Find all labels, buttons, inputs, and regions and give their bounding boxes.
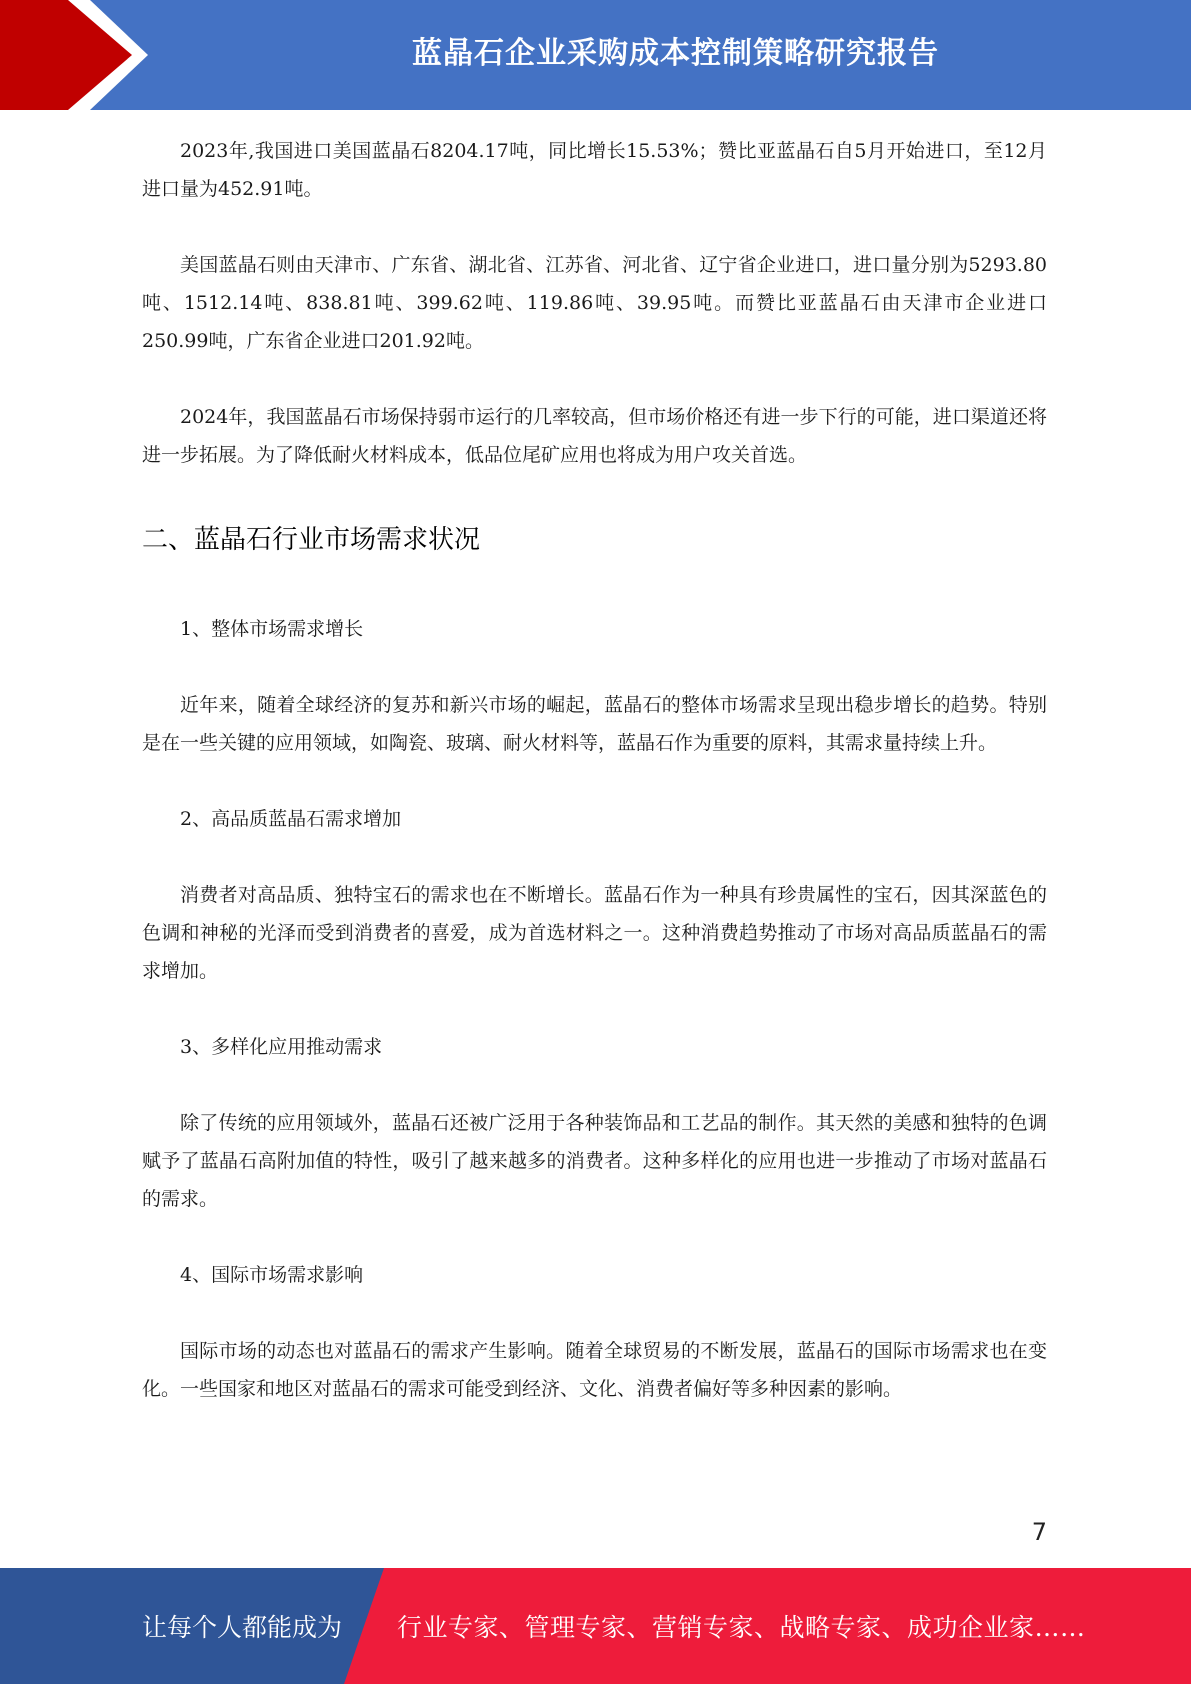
page-number: 7 — [1031, 1518, 1047, 1546]
section-heading: 二、蓝晶石行业市场需求状况 — [142, 525, 481, 555]
paragraph: 国际市场的动态也对蓝晶石的需求产生影响。随着全球贸易的不断发展，蓝晶石的国际市场需求也在变化。一些国家和地区对蓝晶石的需求可能受到经济、文化、消费者偏好等多种因素的影响。 — [142, 1340, 1047, 1400]
page-header — [0, 0, 1191, 110]
page-content — [142, 132, 1047, 1408]
subsection-title: 1、整体市场需求增长 — [180, 618, 364, 640]
report-title: 蓝晶石企业采购成本控制策略研究报告 — [412, 36, 939, 71]
footer-slogan-left: 让每个人都能成为 — [142, 1613, 343, 1642]
paragraph: 近年来，随着全球经济的复苏和新兴市场的崛起，蓝晶石的整体市场需求呈现出稳步增长的趋势。特别是在一些关键的应用领域，如陶瓷、玻璃、耐火材料等，蓝晶石作为重要的原料，其需求量持续上升。 — [142, 694, 1047, 754]
paragraph: 2023年,我国进口美国蓝晶石8204.17吨，同比增长15.53%；赞比亚蓝晶石自5月开始进口，至12月进口量为452.91吨。 — [142, 140, 1047, 200]
paragraph: 2024年，我国蓝晶石市场保持弱市运行的几率较高，但市场价格还有进一步下行的可能，进口渠道还将进一步拓展。为了降低耐火材料成本，低品位尾矿应用也将成为用户攻关首选。 — [142, 406, 1047, 466]
subsection-title: 2、高品质蓝晶石需求增加 — [180, 808, 402, 830]
paragraph: 除了传统的应用领域外，蓝晶石还被广泛用于各种装饰品和工艺品的制作。其天然的美感和独特的色调赋予了蓝晶石高附加值的特性，吸引了越来越多的消费者。这种多样化的应用也进一步推动了市场对蓝晶石的需求。 — [142, 1112, 1047, 1210]
subsection-title: 3、多样化应用推动需求 — [180, 1036, 383, 1058]
subsection-title: 4、国际市场需求影响 — [180, 1264, 364, 1286]
footer-slogan-right: 行业专家、管理专家、营销专家、战略专家、成功企业家…… — [397, 1613, 1086, 1642]
paragraph: 消费者对高品质、独特宝石的需求也在不断增长。蓝晶石作为一种具有珍贵属性的宝石，因其深蓝色的色调和神秘的光泽而受到消费者的喜爱，成为首选材料之一。这种消费趋势推动了市场对高品质蓝晶石的需求增加。 — [142, 884, 1047, 982]
page-footer — [0, 1568, 1191, 1684]
paragraph: 美国蓝晶石则由天津市、广东省、湖北省、江苏省、河北省、辽宁省企业进口，进口量分别为5293.80吨、1512.14吨、838.81吨、399.62吨、119.86吨、39.95吨。而赞比亚蓝晶石由天津市企业进口250.99吨，广东省企业进口201.92吨。 — [142, 254, 1047, 352]
